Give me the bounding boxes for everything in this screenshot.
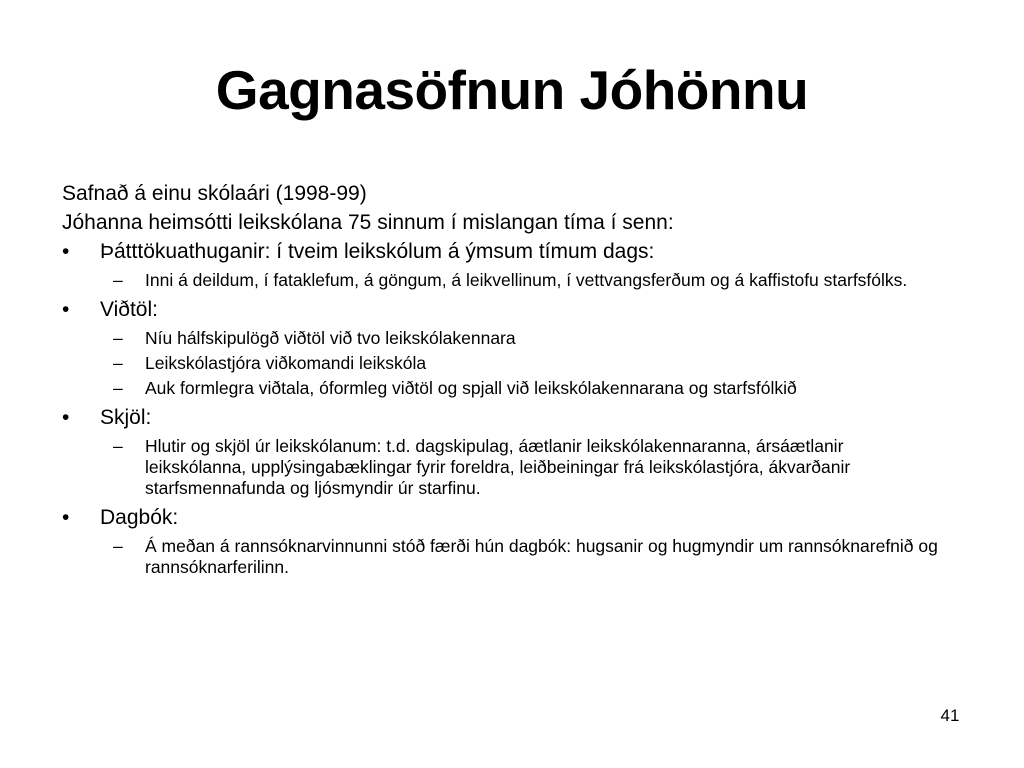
bullet-item <box>62 403 962 432</box>
slide-title: Gagnasöfnun Jóhönnu <box>215 59 809 121</box>
dash-marker: – <box>113 436 123 456</box>
slide-content <box>62 179 962 582</box>
sub-item-text: Níu hálfskipulögð viðtöl við tvo leikskólakennara <box>145 328 516 348</box>
sub-item <box>62 436 945 499</box>
bullet-text: Viðtöl: <box>100 298 158 321</box>
bullet-marker: • <box>62 406 70 429</box>
dash-marker: – <box>113 378 123 398</box>
sub-item <box>62 328 945 349</box>
bullet-item <box>62 295 962 324</box>
intro-line: Jóhanna heimsótti leikskólana 75 sinnum í mislangan tíma í senn: <box>62 211 674 234</box>
sub-item <box>62 536 945 578</box>
bullet-marker: • <box>62 506 70 529</box>
sub-item-text: Auk formlegra viðtala, óformleg viðtöl og spjall við leikskólakennarana og starfsfólkið <box>145 378 797 398</box>
dash-marker: – <box>113 353 123 373</box>
bullet-item <box>62 237 962 266</box>
bullet-marker: • <box>62 240 70 263</box>
sub-item-text: Hlutir og skjöl úr leikskólanum: t.d. dagskipulag, áætlanir leikskólakennaranna, ársáætlanir leikskólanna, upplýsingabæklingar fyrir foreldra, leiðbeiningar frá leikskólastjóra, ákvarðanir starfsmennafunda og ljósmyndir úr starfinu. <box>145 436 851 498</box>
bullet-marker: • <box>62 298 70 321</box>
intro-line: Safnað á einu skólaári (1998-99) <box>62 182 367 205</box>
dash-marker: – <box>113 270 123 290</box>
bullet-text: Þátttökuathuganir: í tveim leikskólum á ýmsum tímum dags: <box>100 240 655 263</box>
dash-marker: – <box>113 536 123 556</box>
bullet-text: Dagbók: <box>100 506 179 529</box>
sub-item <box>62 378 945 399</box>
sub-item-text: Leikskólastjóra viðkomandi leikskóla <box>145 353 427 373</box>
dash-marker: – <box>113 328 123 348</box>
sub-item-text: Á meðan á rannsóknarvinnunni stóð færði hún dagbók: hugsanir og hugmyndir um rannsóknarefnið og rannsóknarferilinn. <box>145 536 938 577</box>
bullet-item <box>62 503 962 532</box>
sub-item <box>62 353 945 374</box>
bullet-text: Skjöl: <box>100 406 152 429</box>
sub-item-text: Inni á deildum, í fataklefum, á göngum, á leikvellinum, í vettvangsferðum og á kaffistofu starfsfólks. <box>145 270 908 290</box>
page-number: 41 <box>940 706 960 725</box>
sub-item <box>62 270 945 291</box>
